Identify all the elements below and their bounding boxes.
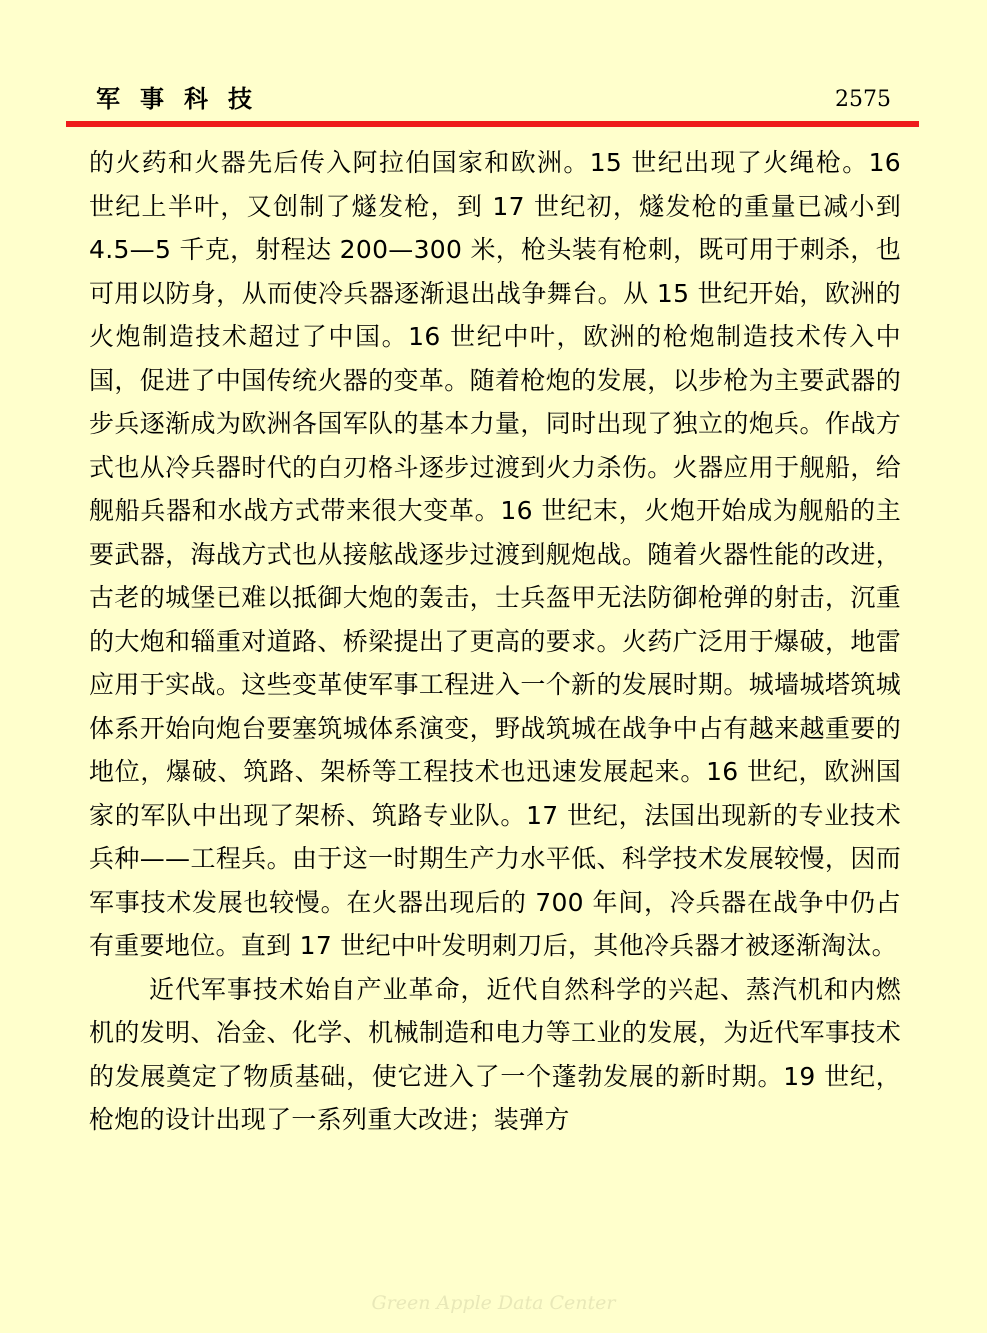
page-header — [0, 0, 987, 130]
section-title: 军事科技 — [96, 85, 272, 113]
paragraph: 近代军事技术始自产业革命，近代自然科学的兴起、蒸汽机和内燃机的发明、冶金、化学、机械制造和电力等工业的发展，为近代军事技术的发展奠定了物质基础，使它进入了一个蓬勃发展的新时期。19 世纪，枪炮的设计出现了一系列重大改进；装弹方 — [89, 974, 901, 1134]
watermark: Green Apple Data Center — [371, 1292, 616, 1314]
body-text — [89, 141, 901, 1142]
paragraph: 的火药和火器先后传入阿拉伯国家和欧洲。15 世纪出现了火绳枪。16 世纪上半叶，又创制了燧发枪，到 17 世纪初，燧发枪的重量已减小到 4.5—5 千克，射程达 200—300 米，枪头装有枪刺，既可用于刺杀，也可用以防身，从而使冷兵器逐渐退出战争舞台。从 15 世纪开始，欧洲的火炮制造技术超过了中国。16 世纪中叶，欧洲的枪炮制造技术传入中国，促进了中国传统火器的变革。随着枪炮的发展，以步枪为主要武器的步兵逐渐成为欧洲各国军队的基本力量，同时出现了独立的炮兵。作战方式也从冷兵器时代的白刃格斗逐步过渡到火力杀伤。火器应用于舰船，给舰船兵器和水战方式带来很大变革。16 世纪末，火炮开始成为舰船的主要武器，海战方式也从接舷战逐步过渡到舰炮战。随着火器性能的改进，古老的城堡已难以抵御大炮的轰击，士兵盔甲无法防御枪弹的射击，沉重的大炮和辎重对道路、桥梁提出了更高的要求。火药广泛用于爆破，地雷应用于实战。这些变革使军事工程进入一个新的发展时期。城墙城塔筑城体系开始向炮台要塞筑城体系演变，野战筑城在战争中占有越来越重要的地位，爆破、筑路、架桥等工程技术也迅速发展起来。16 世纪，欧洲国家的军队中出现了架桥、筑路专业队。17 世纪，法国出现新的专业技术兵种——工程兵。由于这一时期生产力水平低、科学技术发展较慢，因而军事技术发展也较慢。在火器出现后的 700 年间，冷兵器在战争中仍占有重要地位。直到 17 世纪中叶发明刺刀后，其他冷兵器才被逐渐淘汰。 — [89, 148, 901, 960]
page-number: 2575 — [835, 87, 891, 112]
header-rule — [66, 121, 919, 127]
